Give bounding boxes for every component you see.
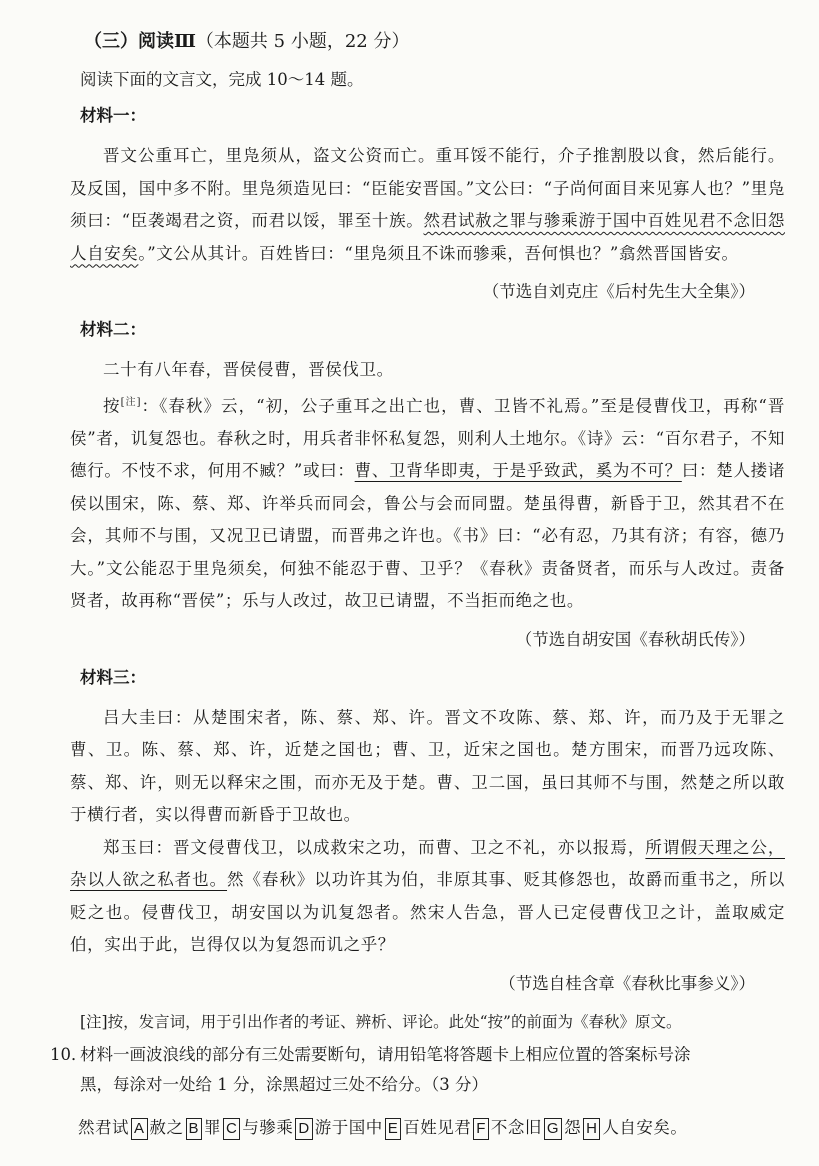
section-title-note: （本题共 5 小题，22 分） (195, 31, 410, 52)
material3-p2-b: 然《春秋》以功许其为伯，非原其事、贬其修怨也，故爵而重书之，所以贬之也。侵曹伐卫，胡安国以为讥复怨者。然宋人告急，晋人已定侵曹伐卫之计，盖取威定伯，实出于此，岂得仅以为复怨而讥之乎？ (70, 870, 785, 954)
material3-source: （节选自桂含章《春秋比事参义》） (499, 973, 755, 993)
answer-mark-a[interactable]: A (131, 1118, 148, 1140)
annotation-note: [注]按，发言词，用于引出作者的考证、辨析、评论。此处“按”的前面为《春秋》原文。 (80, 1012, 682, 1031)
section-title-main: （三）阅读Ⅲ (84, 31, 196, 52)
material1-label: 材料一： (80, 106, 146, 125)
note-marker: [注] (120, 396, 142, 408)
material1-text-b: 。”文公从其计。百姓皆曰：“里凫须且不诛而骖乘，吾何惧也？”翕然晋国皆安。 (138, 243, 739, 263)
material2-source: （节选自胡安国《春秋胡氏传》） (515, 629, 755, 649)
answer-mark-g[interactable]: G (544, 1118, 562, 1140)
question10-line2: 黑，每涂对一处给 1 分，涂黑超过三处不给分。（3 分） (80, 1074, 488, 1094)
material2-p-b: ：《春秋》云，“初，公子重耳之出亡也，曹、卫皆不礼焉。”至是侵曹伐卫，再称“晋侯”者，讥复怨也。春秋之时，用兵者非怀私复怨，则利人土地尔。《诗》云：“百尔君子，不知德行。不忮不求，何用不臧？”或曰： (70, 396, 785, 480)
material2-paragraph (70, 387, 785, 618)
answer-mark-f[interactable]: F (473, 1118, 489, 1140)
answer-mark-c[interactable]: C (223, 1118, 240, 1140)
answer-mark-b[interactable]: B (186, 1118, 203, 1140)
answer-segment: 罪 (204, 1117, 222, 1137)
answer-mark-d[interactable]: D (295, 1118, 312, 1140)
material1-wavy-text: 然君试赦之罪与骖乘游于国中百姓见君不念旧怨人自安矣 (70, 211, 785, 263)
answer-segment: 赦之 (149, 1117, 184, 1137)
answer-mark-h[interactable]: H (583, 1118, 600, 1140)
material2-underlined-text: 曹、卫背华即夷，于是乎致武，奚为不可？ (354, 461, 682, 480)
answer-segment: 怨 (564, 1117, 582, 1137)
material2-p-a: 按 (103, 396, 121, 415)
answer-segment: 百姓见君 (403, 1117, 472, 1137)
material2-label: 材料二： (80, 320, 146, 339)
question10-number: 10． (50, 1044, 88, 1064)
section-intro: 阅读下面的文言文，完成 10～14 题。 (80, 70, 364, 89)
answer-segment: 然君试 (78, 1117, 129, 1137)
answer-segment: 游于国中 (314, 1117, 383, 1137)
material1-text (70, 140, 785, 270)
material3-paragraph1: 吕大圭曰：从楚围宋者，陈、蔡、郑、许。晋文不攻陈、蔡、郑、许，而乃及于无罪之曹、卫。陈、蔡、郑、许，近楚之国也；曹、卫，近宋之国也。楚方围宋，而晋乃远攻陈、蔡、郑、许，则无以释宋之围，而亦无及于楚。曹、卫二国，虽曰其师不与围，然楚之所以敢于横行者，实以得曹而新昏于卫故也。 (70, 707, 785, 824)
answer-segment: 不念旧 (490, 1117, 542, 1137)
question10-text1: 材料一画波浪线的部分有三处需要断句，请用铅笔将答题卡上相应位置的答案标号涂 (80, 1044, 691, 1064)
material3-paragraph2 (70, 832, 785, 962)
material3-label: 材料三： (80, 667, 146, 687)
answer-segment: 与骖乘 (242, 1117, 294, 1137)
answer-mark-e[interactable]: E (385, 1118, 402, 1140)
section-title (84, 30, 785, 54)
material2-line1: 二十有八年春，晋侯侵曹，晋侯伐卫。 (103, 360, 394, 379)
material1-text-a: 晋文公重耳亡，里凫须从，盗文公资而亡。重耳馁不能行，介子推割股以食，然后能行。及反国，国中多不附。里凫须造见曰：“臣能安晋国。”文公曰：“子尚何面目来见寡人也？”里凫须曰：“臣袭竭君之资，而君以馁，罪至十族。 (70, 146, 785, 230)
material1-source: （节选自刘克庄《后村先生大全集》） (482, 282, 755, 301)
answer-segment: 人自安矣。 (602, 1117, 688, 1137)
material3-underlined-text: 所谓假天理之公，杂以人欲之私者也。 (70, 837, 785, 889)
material3-p2-a: 郑玉曰：晋文侵曹伐卫，以成救宋之功，而曹、卫之不礼，亦以报焉， (103, 837, 646, 857)
answer-options-line (78, 1114, 785, 1142)
material2-p-c: 曰：楚人搂诸侯以围宋，陈、蔡、郑、许举兵而同会，鲁公与会而同盟。楚虽得曹，新昏于卫，然其君不在会，其师不与围，又况卫已请盟，而晋弗之许也。《书》曰：“必有忍，乃其有济；有容，德乃大。”文公能忍于里凫须矣，何独不能忍于曹、卫乎？《春秋》责备贤者，而乐与人改过。责备贤者，故再称“晋侯”；乐与人改过，故卫已请盟，不当拒而绝之也。 (70, 461, 786, 610)
question10-line1 (50, 1040, 785, 1070)
